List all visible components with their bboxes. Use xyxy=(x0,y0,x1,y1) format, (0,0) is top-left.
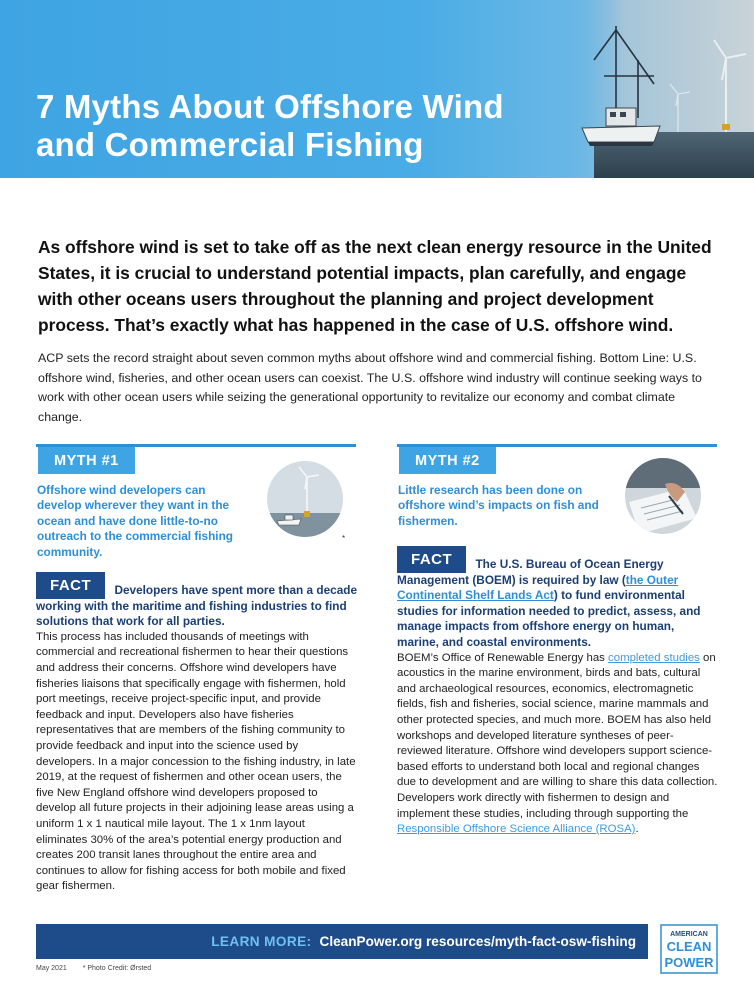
learn-more-url[interactable]: CleanPower.org resources/myth-fact-osw-fishing xyxy=(319,934,636,949)
fact-1-label: FACT xyxy=(36,572,105,599)
fact-2-body xyxy=(397,651,719,838)
myth-2-fact xyxy=(397,546,719,838)
logo-line-1: AMERICAN xyxy=(670,931,708,938)
publication-date: May 2021 xyxy=(36,965,67,972)
ocs-lands-act-link[interactable]: the Outer Continental Shelf Lands Act xyxy=(397,572,679,603)
research-document-photo xyxy=(625,458,701,534)
photo-credit: * Photo Credit: Ørsted xyxy=(82,965,152,972)
myth-1-section xyxy=(36,444,358,893)
fact-2-body-b: on acoustics in the marine environment, birds and bats, cultural and archaeological resources, economics, electromagnetic fields, fish and fisheries, social science, marine mammals and other protected species, and much more. BOEM has also held workshops and developed literature syntheses of peer-reviewed literature. Offshore wind developers support science-based efforts to understand both local and regional changes due to development and are willing to share this data collection. Developers work directly with fishermen to design and implement these studies, including through supporting the xyxy=(397,651,718,820)
fact-1-lead: Developers have spent more than a decade working with the maritime and fishing industries to find solutions that work for all parties. xyxy=(36,583,358,629)
fact-2-lead-b: ) to fund environmental studies for information needed to predict, assess, and manage impacts from offshore energy on human, marine, and coastal environments. xyxy=(397,588,701,649)
myth-2-label: MYTH #2 xyxy=(399,447,496,474)
fact-1-body: This process has included thousands of meetings with commercial and recreational fishermen to hear their questions and address their concerns. Offshore wind developers have fisheries liaisons that specifically engage with fishermen, hold port meetings, receive project-specific input, and provide feedback and input. Developers also have fisheries representatives that are members of the fishing community to provide feedback and input into the science used by developers. In a major concession to the fishing industry, in late 2019, at the request of fishermen and other ocean users, the five New England offshore wind developers proposed to develop all future projects in their adjoining lease areas using a uniform 1 x 1 nautical mile layout. The 1 x 1nm layout eliminates 30% of the area’s potential energy production and creates 200 transit lanes throughout the entire area and continues to allow for fishing access for both mobile and fixed gear fishermen. xyxy=(36,630,356,893)
turbine-boat-photo xyxy=(267,461,343,537)
title-line-1: 7 Myths About Offshore Wind xyxy=(36,88,504,125)
myth-1-fact xyxy=(36,572,358,895)
intro-body: ACP sets the record straight about seven common myths about offshore wind and commercial fishing. Bottom Line: U.S. offshore wind, fisheries, and other ocean users can coexist. The U.S. offshore wind industry will continue seeking ways to work with other ocean users while seizing the generational opportunity to revitalize our economy and combat climate change. xyxy=(38,351,702,424)
myth-2-section xyxy=(397,444,718,836)
completed-studies-link[interactable]: completed studies xyxy=(608,651,700,664)
header-banner xyxy=(0,0,754,178)
logo-line-2: CLEAN xyxy=(666,939,712,954)
fact-2-label: FACT xyxy=(397,546,466,573)
myth-2-text: Little research has been done on offshore wind’s impacts on fish and fishermen. xyxy=(398,483,599,528)
fact-2-body-a: BOEM’s Office of Renewable Energy has xyxy=(397,651,609,664)
learn-more-bar[interactable] xyxy=(36,924,648,959)
learn-more-label: LEARN MORE: xyxy=(211,934,312,949)
myth-1-text: Offshore wind developers can develop wherever they want in the ocean and have done little-to-no outreach to the commercial fishing community. xyxy=(37,483,233,559)
rosa-link[interactable]: Responsible Offshore Science Alliance (ROSA) xyxy=(397,823,636,836)
logo-line-3: POWER xyxy=(664,955,714,970)
myth-1-label: MYTH #1 xyxy=(38,447,135,474)
intro-lead: As offshore wind is set to take off as the next clean energy resource in the United States, it is crucial to understand potential impacts, plan carefully, and engage with other oceans users throughout the planning and project development process. That’s exactly what has happened in the case of U.S. offshore wind. xyxy=(38,237,712,335)
title-line-2: and Commercial Fishing xyxy=(36,126,424,163)
page-title xyxy=(36,88,596,164)
footnote xyxy=(36,965,165,972)
fact-2-body-c: . xyxy=(635,823,639,836)
fact-2-lead-a: The U.S. Bureau of Ocean Energy Management (BOEM) is required by law ( xyxy=(397,557,664,587)
american-clean-power-logo xyxy=(660,924,718,974)
photo-credit-mark: * xyxy=(342,534,346,543)
